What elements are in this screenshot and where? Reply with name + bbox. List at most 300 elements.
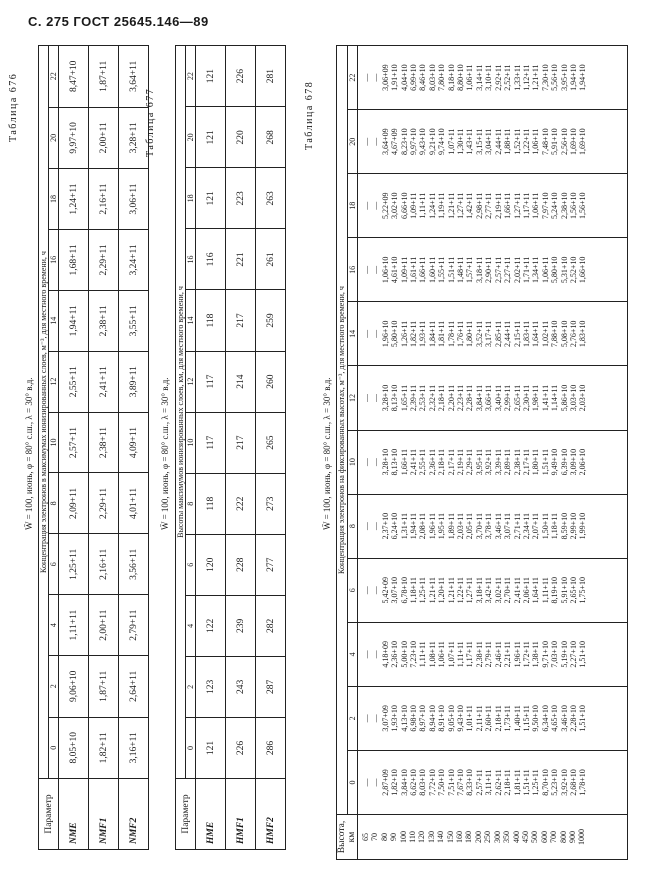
value-cell: 7,97+10 (540, 192, 550, 220)
value-cell: 4,09+11 (119, 412, 149, 473)
value-cell: 3,28+11 (119, 107, 149, 168)
value-cell: 9,50+10 (531, 705, 541, 732)
value-cell: — (371, 458, 381, 467)
table-677-title: W̄ = 100, июнь, φ = 80° с.ш., λ = 30° в.д. (160, 377, 170, 530)
value-cell: 2,65+11 (512, 384, 522, 412)
value-cell: — (362, 586, 371, 595)
table-678-title: W̄ = 100, июнь, φ = 80° с.ш., λ = 30° в.д. (322, 377, 332, 530)
value-cell: 2,29+11 (465, 448, 475, 476)
value-cell: 117 (196, 412, 226, 473)
value-cell: 3,06+09 (380, 64, 390, 91)
value-cell: 2,71+11 (512, 513, 522, 540)
time-header-cell: 0 (347, 750, 358, 814)
value-cell: 2,34+11 (521, 513, 531, 540)
value-cell: 3,18+11 (474, 577, 484, 604)
value-cell: 1,43+11 (465, 128, 475, 155)
value-cell: 1,38+11 (531, 641, 541, 668)
value-cell: 2,06+10 (578, 448, 588, 476)
value-cell: 3,09+10 (568, 448, 578, 476)
value-cell: 1,99+10 (578, 512, 588, 540)
value-cell: 2,44+11 (493, 128, 503, 155)
value-cell: 8,23+10 (399, 128, 409, 155)
value-column-cell (358, 110, 628, 174)
value-cell: 3,07+11 (503, 513, 513, 540)
value-cell: 2,62+11 (493, 769, 503, 796)
value-cell: 2,19+11 (456, 448, 466, 476)
value-cell: 2,38+10 (559, 192, 569, 220)
value-cell: 9,43+10 (418, 128, 428, 155)
value-cell: 7,80+10 (437, 64, 447, 91)
value-cell: 2,30+11 (521, 384, 531, 412)
value-cell: 1,73+11 (503, 705, 513, 732)
value-cell: 6,62+10 (409, 769, 419, 796)
value-cell: 1,91+10 (390, 64, 400, 91)
value-cell: 3,42+11 (484, 577, 494, 604)
value-cell: 8,59+10 (559, 512, 569, 540)
value-cell: 2,18+11 (493, 705, 503, 732)
value-cell: 1,09+11 (409, 192, 419, 219)
value-cell: 1,64+11 (531, 577, 541, 604)
value-cell: 3,55+11 (119, 290, 149, 351)
time-header-cell: 14 (186, 290, 196, 351)
value-cell: 1,14+11 (550, 384, 560, 412)
value-cell: 1,48+11 (456, 256, 466, 283)
value-cell: 2,27+11 (503, 256, 513, 283)
value-cell: 1,93+10 (390, 705, 400, 732)
value-cell: 2,41+11 (409, 448, 419, 476)
value-cell: 1,07+11 (446, 641, 456, 668)
value-cell: 1,40+11 (512, 705, 522, 732)
value-cell: 1,12+11 (521, 64, 531, 91)
value-cell: 2,76+10 (568, 320, 578, 348)
table-row (256, 46, 286, 850)
height-value: 500 (530, 831, 540, 843)
value-cell: 273 (256, 473, 286, 534)
value-column-cell (358, 750, 628, 814)
table-row (89, 46, 119, 850)
value-cell: — (362, 265, 371, 274)
value-cell: 3,84+11 (474, 384, 484, 412)
value-cell: — (371, 714, 381, 723)
value-cell: 3,06+11 (119, 169, 149, 230)
value-cell: 1,83+10 (578, 320, 588, 348)
value-cell: 1,89+11 (446, 513, 456, 540)
value-cell: 243 (226, 656, 256, 717)
value-cell: 286 (256, 717, 286, 778)
time-header-cell: 4 (186, 595, 196, 656)
value-cell: 1,69+10 (568, 128, 578, 155)
value-cell: 1,66+11 (503, 192, 513, 219)
value-cell: 220 (226, 107, 256, 168)
value-cell: 5,80+10 (390, 320, 400, 348)
time-header-cell: 20 (49, 107, 59, 168)
value-cell: 1,31+11 (399, 513, 409, 540)
value-cell: 2,06+11 (521, 577, 531, 604)
param-cell: NMF2 (119, 779, 149, 850)
height-value: 110 (408, 831, 418, 843)
height-value: 70 (370, 833, 380, 841)
value-cell: 1,71+11 (521, 256, 531, 283)
value-cell: 3,28+10 (380, 448, 390, 476)
value-cell: 287 (256, 656, 286, 717)
value-cell: 5,31+10 (559, 256, 569, 284)
value-cell: 2,92+11 (493, 64, 503, 91)
value-cell: 2,89+11 (503, 448, 513, 476)
sub-header: Концентрация электронов в максимумах ионизированных слоев, м⁻³, для местного времени, ч (39, 46, 49, 779)
value-cell: 2,11+11 (474, 705, 484, 732)
value-cell: 1,87+11 (89, 46, 119, 108)
time-header-cell: 12 (186, 351, 196, 412)
value-cell: 1,51+11 (540, 448, 550, 476)
value-cell: 3,03+10 (568, 384, 578, 412)
value-cell: 2,18+11 (503, 769, 513, 796)
value-cell: 1,27+11 (465, 577, 475, 604)
height-value: 65 (361, 833, 370, 841)
value-cell: 2,57+11 (59, 412, 89, 473)
value-cell: 2,15+11 (512, 320, 522, 348)
value-cell: 6,24+10 (390, 512, 400, 540)
param-cell: NME (59, 779, 89, 850)
value-column-cell (358, 494, 628, 558)
value-cell: 1,81+11 (512, 769, 522, 796)
value-cell: 1,84+11 (427, 320, 437, 348)
table-row (59, 46, 89, 850)
value-column-cell (358, 366, 628, 430)
value-cell: 9,05+10 (446, 705, 456, 732)
value-cell: 260 (256, 351, 286, 412)
value-cell: 2,44+11 (503, 320, 513, 348)
value-cell: 1,26+11 (399, 320, 409, 348)
value-cell: 5,24+10 (550, 192, 560, 220)
value-cell: 2,46+11 (493, 641, 503, 668)
value-cell: 2,52+10 (568, 256, 578, 284)
value-cell: 117 (196, 351, 226, 412)
value-cell: 6,34+10 (540, 705, 550, 732)
value-cell: 121 (196, 46, 226, 107)
value-cell: 1,17+11 (521, 192, 531, 219)
value-cell: 1,69+10 (578, 128, 588, 155)
value-cell: 3,56+11 (119, 534, 149, 595)
value-cell: 1,18+11 (550, 513, 560, 540)
value-cell: 5,91+10 (550, 128, 560, 155)
time-header-cell: 22 (186, 46, 196, 107)
value-cell: 268 (256, 107, 286, 168)
table-678-caption: Таблица 678 (304, 80, 315, 150)
value-cell: 1,11+11 (540, 577, 550, 604)
sub-header: Концентрация электронов на фиксированных высотах, м⁻³, для местного времени, ч (337, 46, 348, 815)
value-cell: 3,39+11 (493, 448, 503, 476)
value-cell: — (371, 586, 381, 595)
value-cell: 8,19+10 (550, 576, 560, 604)
value-cell: 2,79+11 (484, 641, 494, 668)
time-header-cell: 16 (347, 238, 358, 302)
value-cell: 7,48+10 (540, 128, 550, 155)
value-cell: — (371, 778, 381, 787)
value-cell: 4,04+10 (399, 64, 409, 91)
value-cell: — (371, 650, 381, 659)
value-cell: 1,06+11 (531, 128, 541, 155)
value-cell: — (371, 522, 381, 531)
table-677-caption: Таблица 677 (145, 87, 156, 157)
value-cell: 2,70+11 (503, 577, 513, 604)
value-cell: — (362, 714, 371, 723)
value-cell: 8,33+10 (465, 769, 475, 796)
time-header-row (347, 46, 358, 860)
value-cell: 2,57+11 (474, 769, 484, 796)
value-cell: 3,52+11 (474, 320, 484, 348)
value-cell: 3,15+11 (474, 128, 484, 155)
table-677 (175, 45, 286, 850)
time-header-cell: 20 (347, 110, 358, 174)
value-column-cell (358, 686, 628, 750)
value-cell: 8,47+10 (59, 46, 89, 108)
table-row (196, 46, 226, 850)
value-cell: 1,20+11 (437, 577, 447, 604)
value-cell: 1,11+11 (59, 595, 89, 656)
value-cell: 4,13+10 (399, 705, 409, 732)
value-cell: 2,36+10 (390, 641, 400, 668)
value-cell: 1,60+11 (427, 256, 437, 283)
time-header-cell: 14 (347, 302, 358, 366)
table-676-body (59, 46, 149, 850)
value-cell: 1,52+11 (512, 128, 522, 155)
value-cell: 2,32+11 (427, 384, 437, 412)
value-column-cell (358, 238, 628, 302)
value-cell: 2,00+11 (89, 107, 119, 168)
value-cell: 1,51+11 (521, 769, 531, 796)
time-header-cell: 8 (186, 473, 196, 534)
value-cell: 2,28+10 (568, 705, 578, 732)
value-cell: 1,11+11 (456, 641, 466, 668)
value-cell: 9,97+10 (409, 128, 419, 155)
value-cell: 8,03+10 (418, 769, 428, 796)
value-cell: 1,96+11 (512, 641, 522, 668)
value-cell: 8,46+10 (418, 64, 428, 91)
value-cell: 2,03+11 (456, 513, 466, 540)
value-cell: 3,14+11 (474, 64, 484, 91)
value-cell: 1,95+11 (437, 513, 447, 540)
table-676-caption: Таблица 676 (8, 72, 19, 142)
sub-header: Высоты максимумов ионизированных слоев, км, для местного времени, ч (176, 46, 186, 779)
value-cell: 8,13+10 (390, 384, 400, 412)
value-cell: 6,39+10 (559, 448, 569, 476)
value-cell: 7,23+10 (409, 641, 419, 668)
value-cell: 2,08+11 (418, 513, 428, 540)
value-cell: 2,07+11 (531, 513, 541, 540)
value-cell: 3,95+11 (474, 448, 484, 476)
time-header-cell: 0 (186, 717, 196, 778)
value-cell: 1,21+11 (446, 577, 456, 604)
time-header-cell: 8 (347, 494, 358, 558)
table-676 (38, 45, 149, 850)
value-cell: 7,72+10 (427, 769, 437, 796)
value-cell: 8,13+10 (390, 448, 400, 476)
height-value: 130 (426, 831, 436, 843)
value-cell: 1,96+10 (380, 320, 390, 348)
value-cell: 1,07+11 (446, 128, 456, 155)
value-cell: 1,66+11 (399, 448, 409, 476)
heights-cell (358, 815, 628, 860)
value-cell: 2,98+11 (474, 192, 484, 219)
time-header-row (49, 46, 59, 850)
value-cell: 4,61+10 (390, 256, 400, 284)
value-cell: 222 (226, 473, 256, 534)
value-cell: 7,88+10 (550, 320, 560, 348)
value-cell: 239 (226, 595, 256, 656)
height-value: 160 (455, 831, 465, 843)
value-cell: 7,50+10 (437, 769, 447, 796)
value-cell: 1,83+11 (521, 320, 531, 348)
value-cell: 2,20+11 (446, 384, 456, 412)
value-cell: 1,22+11 (456, 577, 466, 604)
value-cell: 1,19+11 (437, 192, 447, 219)
value-cell: 1,82+11 (89, 717, 119, 778)
value-cell: 7,51+10 (446, 769, 456, 796)
param-cell: HMF1 (226, 779, 256, 850)
value-cell: 2,68+10 (568, 769, 578, 796)
value-cell: 2,29+11 (89, 473, 119, 534)
value-cell: 263 (256, 168, 286, 229)
value-cell: 9,97+10 (59, 107, 89, 168)
value-cell: 1,06+10 (380, 256, 390, 284)
value-cell: 3,46+11 (493, 513, 503, 540)
value-cell: 2,77+11 (484, 192, 494, 219)
value-cell: 2,87+09 (380, 769, 390, 796)
value-cell: 2,53+11 (418, 384, 428, 412)
height-value: 80 (379, 833, 389, 841)
time-header-cell: 6 (186, 534, 196, 595)
value-cell: 1,08+11 (427, 641, 437, 668)
value-cell: 2,65+10 (568, 576, 578, 604)
value-cell: 1,22+11 (521, 128, 531, 155)
value-cell: — (362, 137, 371, 146)
value-cell: 1,27+11 (456, 192, 466, 219)
value-cell: 5,23+10 (550, 769, 560, 796)
param-cell: NMF1 (89, 779, 119, 850)
value-cell: 1,93+11 (418, 320, 428, 348)
height-value: 100 (398, 831, 408, 843)
value-cell: 2,55+11 (418, 448, 428, 476)
value-cell: 3,40+11 (493, 384, 503, 412)
time-header-cell: 2 (186, 656, 196, 717)
value-cell: 2,36+11 (427, 448, 437, 476)
value-cell: 2,21+11 (503, 641, 513, 668)
value-cell: 2,60+11 (484, 705, 494, 732)
value-cell: 1,78+10 (578, 769, 588, 796)
time-header-cell: 22 (49, 46, 59, 108)
value-cell: 2,55+11 (59, 351, 89, 412)
value-cell: 3,10+11 (484, 64, 494, 91)
value-cell: 2,27+10 (568, 641, 578, 668)
value-cell: 221 (226, 229, 256, 290)
value-cell: 7,30+10 (540, 64, 550, 91)
value-cell: 2,99+11 (503, 384, 513, 412)
value-cell: 3,46+10 (559, 705, 569, 732)
value-cell: 1,25+11 (418, 577, 428, 604)
value-cell: 9,74+10 (437, 128, 447, 155)
value-cell: 6,98+10 (409, 705, 419, 732)
value-cell: 1,94+11 (409, 513, 419, 540)
table-row (119, 46, 149, 850)
value-cell: 1,06+11 (437, 641, 447, 668)
param-cell: HMF2 (256, 779, 286, 850)
value-cell: 217 (226, 412, 256, 473)
value-cell: 3,04+11 (484, 128, 494, 155)
value-cell: 1,09+11 (399, 256, 409, 283)
value-cell: — (362, 329, 371, 338)
value-cell: 1,18+11 (409, 577, 419, 604)
value-cell: 228 (226, 534, 256, 595)
value-cell: 277 (256, 534, 286, 595)
time-header-cell: 8 (49, 473, 59, 534)
value-column-cell (358, 302, 628, 366)
value-cell: 2,16+11 (89, 169, 119, 230)
value-cell: 1,02+11 (540, 320, 550, 348)
time-header-cell: 18 (49, 169, 59, 230)
value-cell: — (362, 201, 371, 210)
value-cell: 261 (256, 229, 286, 290)
value-cell: 3,78+11 (484, 513, 494, 540)
value-cell: 123 (196, 656, 226, 717)
value-cell: 2,99+10 (568, 512, 578, 540)
height-value: 1000 (577, 829, 587, 845)
value-cell: 5,22+09 (380, 192, 390, 220)
time-header-cell: 10 (186, 412, 196, 473)
value-cell: 118 (196, 290, 226, 351)
value-cell: 2,16+11 (89, 534, 119, 595)
value-cell: 5,91+10 (559, 576, 569, 604)
value-cell: 3,17+11 (484, 320, 494, 348)
value-cell: — (362, 458, 371, 467)
value-cell: 1,66+11 (418, 256, 428, 283)
value-cell: 1,21+11 (531, 64, 541, 91)
value-cell: 2,17+11 (521, 448, 531, 476)
value-cell: 3,11+11 (484, 769, 494, 796)
value-cell: 281 (256, 46, 286, 107)
height-value: 400 (511, 831, 521, 843)
value-cell: 3,02+10 (390, 192, 400, 220)
value-cell: 8,94+10 (427, 705, 437, 732)
param-cell: HME (196, 779, 226, 850)
height-value: 90 (389, 833, 399, 841)
height-value: 120 (417, 831, 427, 843)
height-value: 450 (520, 831, 530, 843)
value-cell: 8,97+10 (418, 705, 428, 732)
value-cell: 1,06+11 (465, 64, 475, 91)
value-cell: 1,94+11 (59, 290, 89, 351)
value-cell: 5,00+10 (399, 641, 409, 668)
time-header-cell: 0 (49, 717, 59, 778)
table-678-data-row (358, 46, 628, 860)
value-cell: 1,87+11 (89, 656, 119, 717)
value-cell: 1,80+11 (531, 448, 541, 476)
height-value: 180 (464, 831, 474, 843)
value-cell: 9,06+10 (59, 656, 89, 717)
value-column-cell (358, 622, 628, 686)
value-cell: 1,25+11 (59, 534, 89, 595)
value-cell: 2,39+11 (409, 384, 419, 412)
time-header-cell: 14 (49, 290, 59, 351)
value-cell: — (371, 265, 381, 274)
value-cell: 4,18+09 (380, 641, 390, 668)
value-cell: 226 (226, 717, 256, 778)
value-cell: 4,65+10 (550, 705, 560, 732)
value-cell: 1,25+11 (531, 769, 541, 796)
value-cell: 2,38+11 (89, 290, 119, 351)
value-cell: 1,82+11 (409, 320, 419, 348)
value-cell: 6,66+10 (399, 192, 409, 220)
value-cell: 282 (256, 595, 286, 656)
